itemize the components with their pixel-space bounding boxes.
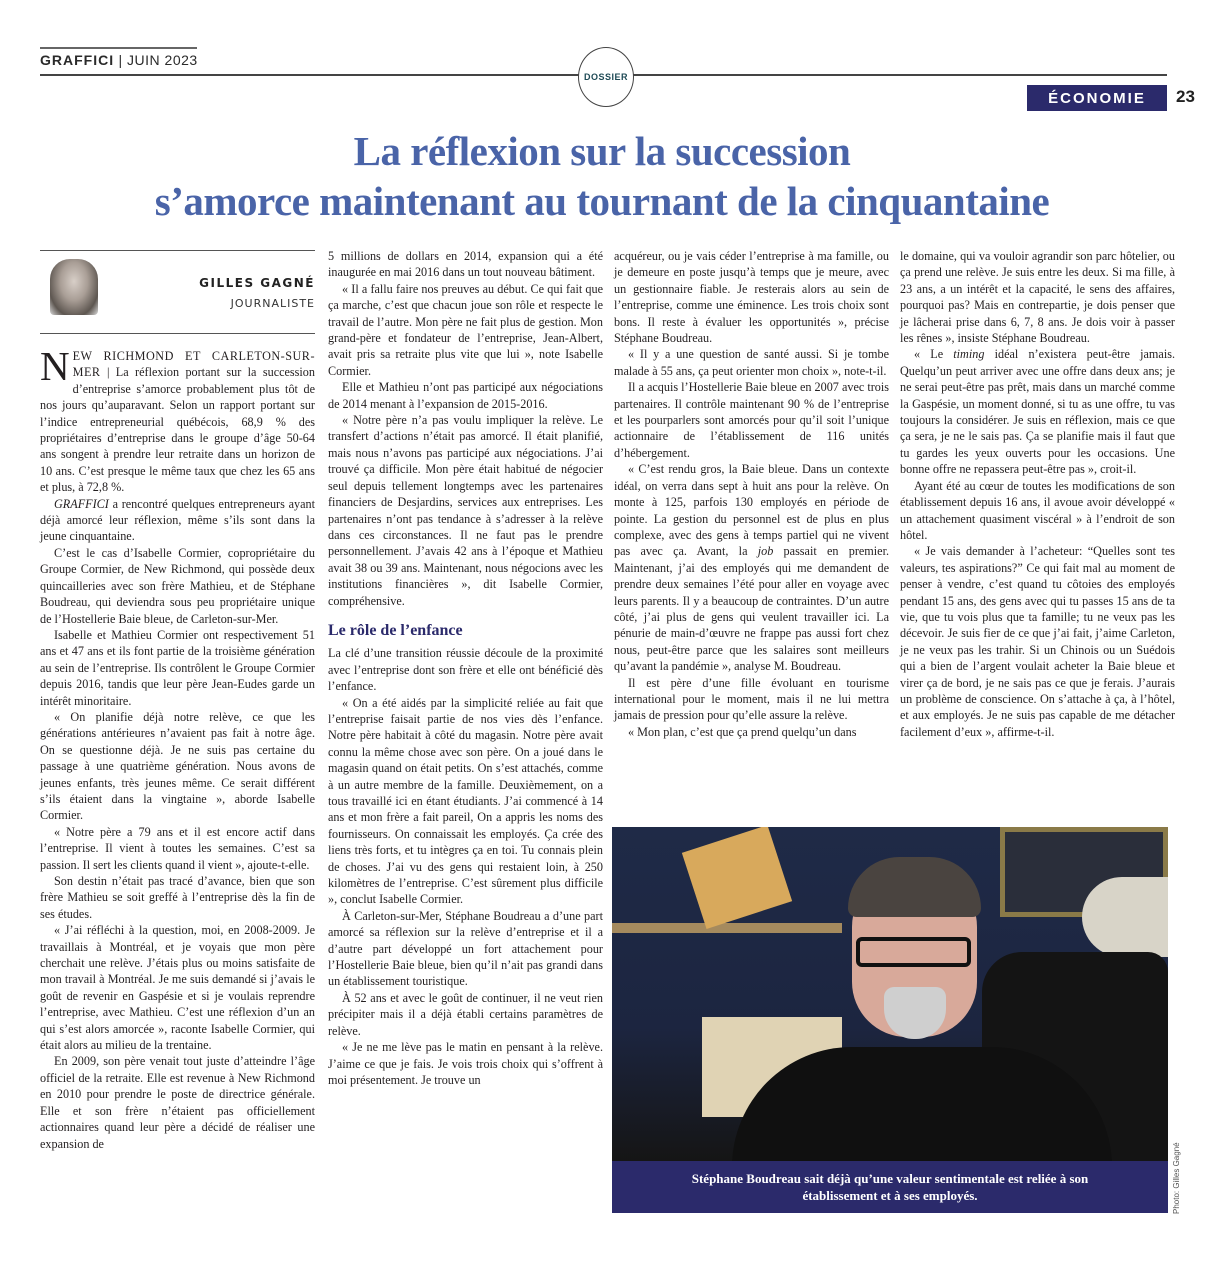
masthead-rule [40,47,197,49]
drop-cap: N [40,343,70,389]
page-number: 23 [1176,87,1195,106]
paragraph: « Il a fallu faire nos preuves au début. Ce qui fait que ça marche, c’est que chacun joue son rôle et respecte le travail de l’autre. Mon père ne fait plus de gestion. Mon grand-père et fondateur de l’entreprise, Jean-Albert, avait pris sa retraite plus vite que lui », note Isabelle Cormier. [328,281,603,378]
paragraph: La clé d’une transition réussie découle de la proximité avec l’entreprise dont son frère et elle ont bénéficié dès l’enfance. [328,646,603,694]
paragraph-continued: acquéreur, ou je vais céder l’entreprise à ma famille, ou je demeure en poste jusqu’à temps que je meure, avec un gestionnaire fiable. Je resterais alors au sein de l’entreprise, comme une éminence. Les trois choix sont bons. Il reste à évaluer les opportunités », précise Stéphane Boudreau. [614,249,889,346]
publication-name: GRAFFICI [40,52,115,68]
dossier-badge [578,47,634,107]
headline-line-2: s’amorce maintenant au tournant de la cinquantaine [154,178,1050,224]
paragraph: C’est le cas d’Isabelle Cormier, copropriétaire du Groupe Cormier, de New Richmond, qui possède deux quincailleries avec son frère Mathieu, et de Stéphane Boudreau, qui deviendra sous peu propriétaire unique de l’Hostellerie Baie bleue, de Carleton-sur-Mer. [40,545,315,626]
lead-paragraph [40,343,315,496]
headline [0,126,1204,226]
paragraph: Elle et Mathieu n’ont pas participé aux négociations de 2014 menant à l’expansion de 2015-2016. [328,380,603,411]
photo-person-glasses [856,937,971,967]
paragraph: « Notre père a 79 ans et il est encore actif dans l’entreprise. Il vient à toutes les semaines. C’est sa passion. Il sert les clients quand il vient », ajoute-t-elle. [40,824,315,872]
photo-credit: Photo: Gilles Gagné [1172,1142,1181,1214]
photo-lamp [1082,877,1168,957]
photo-envelope [682,827,792,929]
paragraph: « Je ne me lève pas le matin en pensant à la relève. J’aime ce que je fais. Je vois trois choix qui s’offrent à moi présentement. Je trouve un [328,1040,603,1087]
dossier-label: DOSSIER [583,72,628,82]
paragraph: Isabelle et Mathieu Cormier ont respectivement 51 ans et 47 ans et ils font partie de la troisième génération au sein de l’entreprise. Ils contrôlent le Groupe Cormier depuis 2016, tandis que leur père Jean-Eudes garde un intérêt minoritaire. [40,627,315,708]
paragraph-continued: le domaine, qui va vouloir agrandir son parc hôtelier, ou ça prend une relève. Je suis entre les deux. Si ma fille, à 23 ans, a un intérêt et la capacité, le sens des affaires, pourquoi pas? Mais en contrepartie, je dois penser que je lâcherai prise dans 6, 7, 8 ans. Je dois voir à passer les rênes », insiste Stéphane Boudreau. [900,249,1175,346]
paragraph: À Carleton-sur-Mer, Stéphane Boudreau a d’une part amorcé sa réflexion sur la relève d’entreprise et il a d’autre part développé un fort attachement pour l’Hostellerie Baie bleue, bien qu’il n’ait pas grandi dans un établissement touristique. [328,908,603,989]
article-column-4 [900,248,1175,740]
lead-text: | La réflexion portant sur la succession d’entreprise s’amorce probablement plus tôt de nos jours qu’auparavant. Selon un rapport portant sur l’indice entrepreneurial québécois, 68,9 % des propriétaires d’entreprise dans le groupe d’âge 50-64 ans songent à prendre leur retraite dans un horizon de 10 ans. C’est presque le même taux que chez les 65 ans et plus, à 72,8 %. [40,365,315,495]
article-column-3 [614,248,889,740]
photo-caption [612,1161,1168,1213]
author-role: JOURNALISTE [230,297,315,310]
paragraph-text: « Le [914,347,954,362]
paragraph: « On planifie déjà notre relève, ce que les générations antérieures n’avaient pas fait à notre âge. On se questionne déjà. Je ne suis pas certaine du passage à une quatrième génération. Nous avons de jeunes enfants, très jeunes même. Ce serait différent s’ils étaient dans la vingtaine », aborde Isabelle Cormier. [40,709,315,823]
paragraph-text: passait en premier. Maintenant, j’ai des employés qui me demandent de prendre deux semaines l’été pour aller en voyage avec leurs parents. Il y a beaucoup de contraintes. D’un autre côté, j’ai plus de gens qui veulent travailler ici. La pénurie de main-d’œuvre ne frappe pas aussi fort chez nous, peut-être parce que les salaires sont meilleurs qu’avant la pandémie », analyse M. Boudreau. [614,544,889,674]
article-photo [612,827,1168,1161]
article-column-1 [40,250,315,1152]
paragraph-text: idéal n’existera peut-être jamais. Quelqu’un peut arriver avec une offre dans deux ans; je ne serai peut-être pas prêt, mais dans un marché comme la Gaspésie, un moment donné, si tu as une offre, tu vas toujours la considérer. Je suis en réflexion, mais ce que ça sera, je ne le sais pas. Ça se planifie mais il faut que tu gardes les yeux ouverts pour les occasions. Une bonne offre ne repassera peut-être pas », croit-il. [900,347,1175,477]
author-name: GILLES GAGNÉ [199,276,315,290]
paragraph: Son destin n’était pas tracé d’avance, bien que son frère Mathieu se soit greffé à l’entreprise dès la fin de ses études. [40,874,315,921]
photo-shelf [612,923,842,933]
masthead-separator: | [118,52,123,68]
issue-date: JUIN 2023 [127,52,198,68]
author-byline [40,250,315,334]
paragraph: « On a été aidés par la simplicité reliée au fait que l’entreprise faisait partie de nos vies dès l’enfance. Notre père habitait à côté du magasin. Notre père avait connu la même chose avec son père. On a joué dans le magasin quand on était petits. On s’est attachés, comme à un autre membre de la famille. Deuxièmement, on a tous travaillé ici en étant étudiants. J’ai commencé à 14 ans et mon frère a fait pareil, On a appris les noms des fournisseurs. On connaissait les employés. Ça crée des liens très forts, et tu intègres ça en toi. Tu connais plein de choses. J’ai vu des gens qui restaient loin, à 250 kilomètres de l’entreprise. C’est sûrement plus difficile », conclut Isabelle Cormier. [328,695,603,907]
paragraph [40,496,315,545]
masthead [40,52,198,68]
paragraph: « Notre père n’a pas voulu impliquer la relève. Le transfert d’actions n’était pas amorcé. Il était planifié, mais nous n’avons pas participé aux négociations. J’ai trouvé ça difficile. Mon père était habitué de négocier seul depuis tellement longtemps avec les partenaires financiers de Desjardins, services aux entreprises. Les partenaires n’ont pas tendance à s’adresser à la relève dans ces circonstances. Il ne faut pas le prendre personnellement. J’avais 42 ans à l’époque et Mathieu avait 38 ou 39 ans. Maintenant, nous négocions avec les institutions financières », dit Isabelle Cormier, compréhensive. [328,413,603,608]
paragraph: « Je vais demander à l’acheteur: “Quelles sont tes valeurs, tes aspirations?” Ce qui fait mal au moment de penser à vendre, c’est quand tu côtoies des employés pendant 15 ans, des gens avec qui tu passes 15 ans de ta vie, que tu vois plus que ta famille; tu ne veux pas les décevoir. Je suis fier de ce que j’ai fait, j’aime Carleton, je ne veux pas les trahir. Si un Chinois ou un Suédois qui a bien de l’argent voulait acheter la Baie bleue et virer ça de bord, je ne sais pas ce que je ferais. J’aurais un problème de conscience. On s’attache à ça, à l’hôtel, et aux employés. Je ne suis pas capable de me détacher facilement d’eux », affirme-t-il. [900,544,1175,739]
paragraph-text: « C’est rendu gros, la Baie bleue. Dans un contexte idéal, on verra dans sept à huit ans pour la relève. On monte à 125, parfois 130 employés en période de pointe. La gestion du personnel est de plus en plus complexe, avec des gens à temps partiel qui ne vivent pas avec ça. Avant, la [614,462,889,559]
paragraph: Il est père d’une fille évoluant en tourisme international pour le moment, mais il ne lui mettra jamais de pression pour qu’elle assure la relève. [614,675,889,723]
photo-person-body [732,1047,1112,1161]
article-column-2 [328,248,603,1088]
headline-line-1: La réflexion sur la succession [353,128,851,174]
italic-term: job [757,544,774,559]
paragraph [900,346,1175,477]
author-portrait [50,259,98,315]
paragraph-text: a rencontré quelques entrepreneurs ayant déjà amorcé leur réflexion, même s’ils sont dans la jeune cinquantaine. [40,496,315,544]
paragraph: En 2009, son père venait tout juste d’atteindre l’âge officiel de la retraite. Elle est revenue à New Richmond en 2010 pour prendre le poste de directrice générale. Elle et son frère n’étaient pas officiellement actionnaires quand leur père a décidé de réaliser une expansion de [40,1054,315,1151]
paragraph-continued: 5 millions de dollars en 2014, expansion qui a été inaugurée en mai 2016 dans un tout nouveau bâtiment. [328,249,603,280]
dateline: EW RICHMOND ET CARLETON-SUR-MER [72,349,315,380]
paragraph: À 52 ans et avec le goût de continuer, il ne veut rien précipiter mais il a déjà établi certains paramètres de relève. [328,990,603,1038]
paragraph: « Mon plan, c’est que ça prend quelqu’un dans [628,724,857,739]
caption-text: Stéphane Boudreau sait déjà qu’une valeur sentimentale est reliée à son établissement et à ses employés. [691,1171,1089,1203]
paragraph: « Il y a une question de santé aussi. Si je tombe malade à 55 ans, ça peut orienter mon choix », note-t-il. [614,347,889,378]
paragraph: « J’ai réfléchi à la question, moi, en 2008-2009. Je travaillais à Montréal, et je voyais que mon père cherchait une relève. J’étais plus ou moins satisfaite de mon travail à Montréal. Je me suis demandé si j’avais le goût de revenir en Gaspésie et si je voulais reprendre l’entreprise, avec Mathieu. C’est une réflexion d’un an qui s’est alors amorcée », raconte Isabelle Cormier, qui était alors au milieu de la trentaine. [40,923,315,1053]
paragraph [614,461,889,674]
publication-mention: GRAFFICI [54,496,109,511]
italic-term: timing [953,347,985,362]
paragraph: Il a acquis l’Hostellerie Baie bleue en 2007 avec trois partenaires. Il contrôle maintenant 90 % de l’entreprise et les pourparlers sont amorcés pour qu’il soit l’unique actionnaire de l’établissement de 116 unités d’hébergement. [614,380,889,460]
section-label: ÉCONOMIE [1048,89,1146,107]
paragraph: Ayant été au cœur de toutes les modifications de son établissement depuis 16 ans, il avoue avoir développé « un attachement quasiment viscéral » à l’endroit de son hôtel. [900,478,1175,542]
subheading: Le rôle de l’enfance [328,621,463,639]
photo-person-hair [848,857,981,917]
section-tag [1027,85,1167,111]
